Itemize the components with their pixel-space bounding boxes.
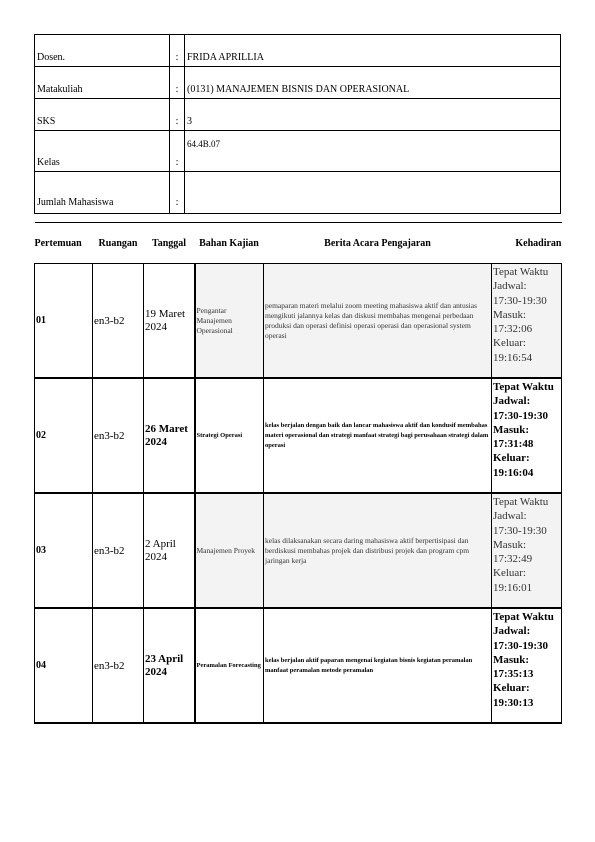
berita-acara-cell: pemaparan materi melalui zoom meeting mahasiswa aktif dan antusias mengikuti jalannya kelas dan diskusi membahas mengenai perbedaan produksi dan operasi definisi operasi operasi dan operasional system operasi [264,264,492,379]
ruangan-cell: en3-b2 [93,608,144,723]
tanggal-cell: 19 Maret 2024 [144,264,195,379]
info-value [185,172,561,214]
jadwal-time: 17:30-19:30 [493,409,548,422]
info-value: FRIDA APRILLIA [185,35,561,67]
header-kehadiran: Kehadiran [492,223,562,264]
masuk-label: Masuk: [493,653,530,666]
info-label: Kelas [35,131,170,172]
berita-acara-cell: kelas berjalan dengan baik dan lancar mahasiswa aktif dan kondusif membahas materi operasional dan strategi manfaat strategi bagi perusahaan strategi dalam operasi [264,378,492,493]
jadwal-label: Jadwal: [493,510,527,523]
jadwal-time: 17:30-19:30 [493,524,547,537]
bahan-kajian-cell: Manajemen Proyek [195,493,264,608]
bahan-kajian-cell: Peramalan Forecasting [195,608,264,723]
keluar-label: Keluar: [493,682,530,695]
header-bahan-kajian: Bahan Kajian [195,223,264,264]
jadwal-time: 17:30-19:30 [493,294,547,307]
course-info-table [34,34,561,214]
header-pertemuan: Pertemuan [35,223,93,264]
info-colon: : [170,35,185,67]
header-ruangan: Ruangan [93,223,144,264]
berita-acara-cell: kelas berjalan aktif paparan mengenai kegiatan bisnis kegiatan peramalan manfaat peramalan metode peramalan [264,608,492,723]
info-label: SKS [35,99,170,131]
jadwal-time: 17:30-19:30 [493,639,548,652]
keluar-time: 19:16:54 [493,351,533,364]
masuk-label: Masuk: [493,308,526,321]
jadwal-label: Jadwal: [493,280,527,293]
attendance-header-row [35,223,562,264]
masuk-time: 17:32:49 [493,553,533,566]
info-row-jumlah-mahasiswa [35,172,561,214]
info-colon: : [170,172,185,214]
table-row [35,608,562,723]
tanggal-cell: 2 April 2024 [144,493,195,608]
keluar-time: 19:16:01 [493,581,533,594]
masuk-time: 17:35:13 [493,668,534,681]
kehadiran-cell [492,493,562,608]
header-berita-acara: Berita Acara Pengajaran [264,223,492,264]
info-colon: : [170,99,185,131]
kehadiran-cell [492,608,562,723]
info-label: Matakuliah [35,67,170,99]
info-colon: : [170,67,185,99]
keluar-label: Keluar: [493,452,530,465]
masuk-time: 17:31:48 [493,438,534,451]
pertemuan-cell: 02 [35,378,93,493]
jadwal-label: Jadwal: [493,625,531,638]
pertemuan-cell: 03 [35,493,93,608]
info-value: 3 [185,99,561,131]
attendance-status: Tepat Waktu [493,381,554,393]
bahan-kajian-cell: Strategi Operasi [195,378,264,493]
masuk-label: Masuk: [493,538,526,551]
ruangan-cell: en3-b2 [93,264,144,379]
keluar-time: 19:16:04 [493,466,534,479]
berita-acara-cell: kelas dilaksanakan secara daring mahasiswa aktif berpertisipasi dan berdiskusi membahas projek dan distribusi projek dan program cpm jaringan kerja [264,493,492,608]
keluar-time: 19:30:13 [493,696,534,709]
keluar-label: Keluar: [493,567,526,580]
pertemuan-cell: 01 [35,264,93,379]
masuk-label: Masuk: [493,423,530,436]
keluar-label: Keluar: [493,337,526,350]
header-tanggal: Tanggal [144,223,195,264]
tanggal-cell: 23 April 2024 [144,608,195,723]
info-colon: : [170,131,185,172]
info-value: 64.4B.07 [185,131,561,172]
tanggal-cell: 26 Maret 2024 [144,378,195,493]
info-row-dosen [35,35,561,67]
info-row-kelas [35,131,561,172]
table-row [35,264,562,379]
bahan-kajian-cell: Pengantar Manajemen Operasional [195,264,264,379]
ruangan-cell: en3-b2 [93,493,144,608]
kehadiran-cell [492,264,562,379]
pertemuan-cell: 04 [35,608,93,723]
attendance-status: Tepat Waktu [493,266,549,278]
attendance-status: Tepat Waktu [493,496,549,508]
info-value: (0131) MANAJEMEN BISNIS DAN OPERASIONAL [185,67,561,99]
info-label: Jumlah Mahasiswa [35,172,170,214]
info-row-sks [35,99,561,131]
table-row [35,493,562,608]
table-row [35,378,562,493]
attendance-status: Tepat Waktu [493,611,554,623]
masuk-time: 17:32:06 [493,323,533,336]
ruangan-cell: en3-b2 [93,378,144,493]
info-row-matakuliah [35,67,561,99]
info-label: Dosen. [35,35,170,67]
attendance-table [34,222,562,724]
jadwal-label: Jadwal: [493,395,531,408]
kehadiran-cell [492,378,562,493]
